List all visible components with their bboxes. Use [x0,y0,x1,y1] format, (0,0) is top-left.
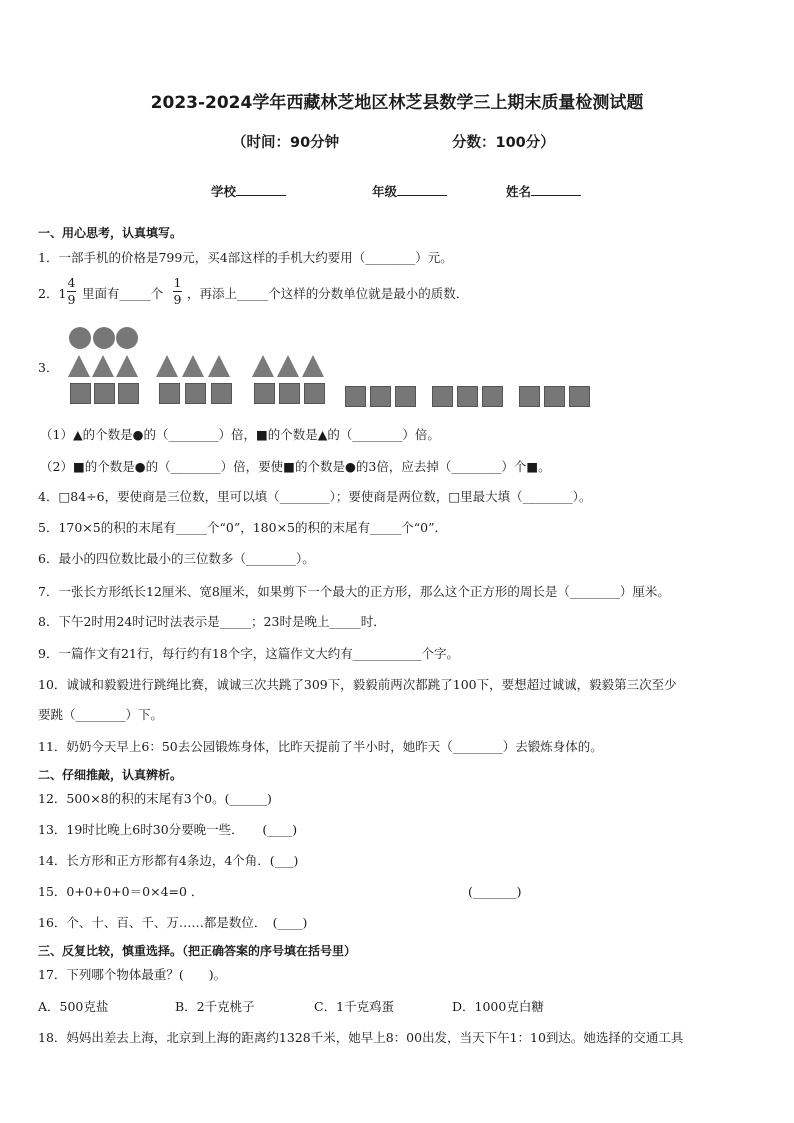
square-shape [519,386,540,407]
circle-shape [116,327,138,349]
square-shape [304,383,325,404]
triangle-shape [116,355,138,377]
question-6: 6．最小的四位数比最小的三位数多（________）。 [38,551,315,566]
question-8: 8．下午2时用24时记时法表示是_____；23时是晚上_____时． [38,614,386,629]
square-shape [254,383,275,404]
option-b[interactable]: B．2千克桃子 [175,999,255,1014]
triangle-shape [208,355,230,377]
square-shape [211,383,232,404]
name-blank[interactable] [531,184,581,196]
triangle-shape [68,355,90,377]
section-2-heading: 二、仔细推敲，认真辨析。 [38,768,183,782]
page-title: 2023-2024学年西藏林芝地区林芝县数学三上期末质量检测试题 [150,93,644,113]
school-field [211,182,286,200]
square-shape [544,386,565,407]
triangle-shape [277,355,299,377]
exam-score: 分数：100分） [452,135,555,151]
question-18: 18．妈妈出差去上海，北京到上海的距离约1328千米，她早上8：00出发，当天下午1：10到达。她选择的交通工具 [38,1030,684,1045]
fraction-2-denominator: 9 [173,292,182,307]
school-blank[interactable] [236,184,286,196]
circle-shape [69,327,91,349]
question-15-answer-blank[interactable]: (_______) [468,884,522,899]
question-13: 13．19时比晚上6时30分要晚一些． (____) [38,822,298,837]
square-shape [70,383,91,404]
question-5: 5．170×5的积的末尾有_____个“0”，180×5的积的末尾有_____个“0”． [38,520,447,535]
grade-field [372,182,447,200]
question-12: 12．500×8的积的末尾有3个0。(______) [38,791,272,806]
section-1-heading: 一、用心思考，认真填写。 [38,226,183,240]
question-10-line-1: 10．诚诚和毅毅进行跳绳比赛，诚诚三次共跳了309下，毅毅前两次都跳了100下，要想超过诚诚，毅毅第三次至少 [38,677,677,692]
fraction-2-numerator: 1 [173,275,182,290]
question-9: 9．一篇作文有21行，每行约有18个字，这篇作文大约有___________个字。 [38,646,460,661]
question-11: 11．奶奶今天早上6：50去公园锻炼身体，比昨天提前了半小时，她昨天（________）去锻炼身体的。 [38,739,603,754]
square-shape [279,383,300,404]
question-14: 14．长方形和正方形都有4条边，4个角．(___) [38,853,299,868]
school-label: 学校 [211,184,237,199]
circle-shape [93,327,115,349]
question-7: 7．一张长方形纸长12厘米、宽8厘米，如果剪下一个最大的正方形，那么这个正方形的周长是（________）厘米。 [38,584,670,599]
square-shape [395,386,416,407]
fraction-1-denominator: 9 [67,292,76,307]
question-15: 15．0+0+0+0＝0×4=0 ． [38,884,204,899]
question-16: 16．个、十、百、千、万……都是数位． (____) [38,915,308,930]
triangle-shape [92,355,114,377]
question-3-part-2: （2）■的个数是●的（________）倍，要使■的个数是●的3倍，应去掉（________）个■。 [40,459,551,474]
square-shape [457,386,478,407]
question-17: 17．下列哪个物体最重？( )。 [38,967,227,982]
name-label: 姓名 [506,184,532,199]
section-3-heading: 三、反复比较，慎重选择。（把正确答案的序号填在括号里） [38,944,357,958]
name-field [506,182,581,200]
triangle-shape [156,355,178,377]
option-d[interactable]: D．1000克白糖 [452,999,544,1014]
fraction-1-numerator: 4 [67,275,76,290]
question-2-part-b: ，再添上_____个这样的分数单位就是最小的质数． [187,286,469,301]
question-3-label: 3． [38,360,59,375]
square-shape [482,386,503,407]
question-1: 1．一部手机的价格是799元，买4部这样的手机大约要用（________）元。 [38,250,453,265]
option-c[interactable]: C．1千克鸡蛋 [314,999,395,1014]
square-shape [118,383,139,404]
square-shape [345,386,366,407]
grade-label: 年级 [372,184,398,199]
question-3-part-1: （1）▲的个数是●的（________）倍，■的个数是▲的（________）倍。 [40,427,440,442]
square-shape [94,383,115,404]
option-a[interactable]: A．500克盐 [38,999,109,1014]
triangle-shape [252,355,274,377]
exam-time: （时间：90分钟 [232,135,340,151]
square-shape [569,386,590,407]
question-2-part-a: 里面有_____个 [82,286,164,301]
square-shape [432,386,453,407]
question-2-prefix: 2．1 [38,286,67,301]
square-shape [159,383,180,404]
question-10-line-2: 要跳（________）下。 [38,707,164,722]
question-4: 4．□84÷6，要使商是三位数，里可以填（________）；要使商是两位数，□里最大填（________）。 [38,489,592,504]
square-shape [185,383,206,404]
question-2-fraction-1 [67,276,76,307]
grade-blank[interactable] [397,184,447,196]
square-shape [370,386,391,407]
triangle-shape [302,355,324,377]
question-2-fraction-2 [173,276,182,307]
triangle-shape [182,355,204,377]
